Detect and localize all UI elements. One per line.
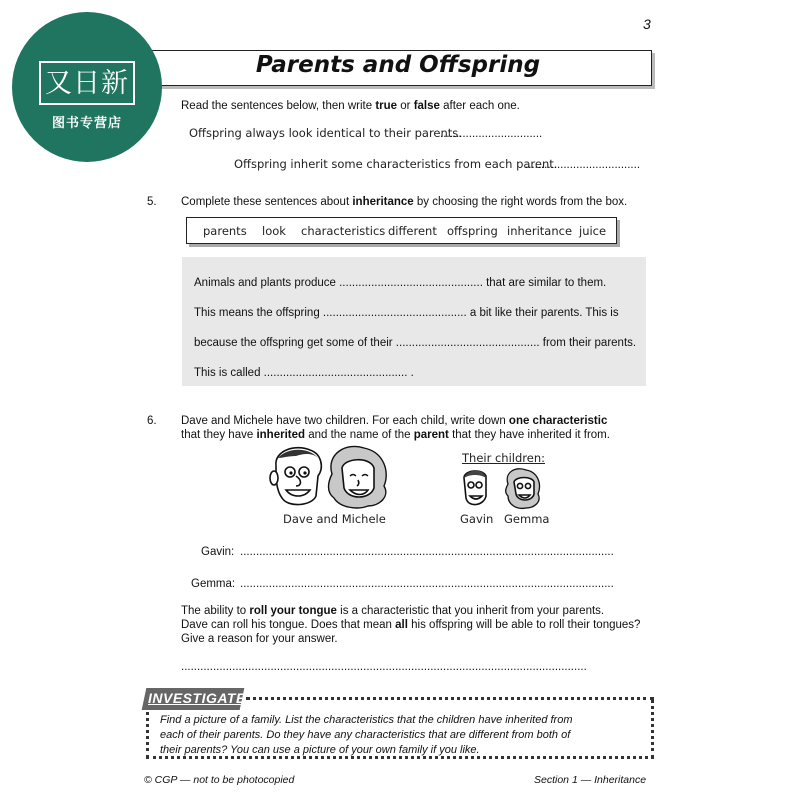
q5-instruction: Complete these sentences about inheritance by choosing the right words from the box. [181, 196, 628, 208]
investigate-line-1: Find a picture of a family. List the characteristics that the children have inherited from [160, 714, 573, 726]
q5-sentence-1[interactable]: Animals and plants produce ............................................. that are similar to them. [194, 277, 607, 289]
tongue-line-3: Give a reason for your answer. [181, 633, 338, 645]
word-different: different [388, 224, 437, 238]
tongue-line-1: The ability to roll your tongue is a characteristic that you inherit from your parents. [181, 605, 605, 617]
tongue-answer[interactable]: ............................................................................................................................... [181, 661, 587, 673]
footer-copyright: © CGP — not to be photocopied [144, 774, 295, 786]
child-name-gemma: Gemma [504, 512, 550, 526]
word-offspring: offspring [447, 224, 498, 238]
store-badge [12, 12, 162, 162]
badge-title: 又日新 [45, 68, 129, 99]
word-characteristics: characteristics [301, 224, 386, 238]
children-heading: Their children: [462, 451, 545, 465]
dave-face [270, 448, 321, 505]
q6-number: 6. [147, 415, 157, 427]
investigate-line-3: their parents? You can use a picture of your own family if you like. [160, 744, 480, 756]
page-title: Parents and Offspring [255, 52, 541, 78]
q5-sentence-2[interactable]: This means the offspring ............................................. a bit like their parents. This is [194, 307, 619, 319]
gavin-answer[interactable]: ..................................................................................................................... [240, 546, 614, 558]
word-look: look [262, 224, 286, 238]
gavin-face [464, 471, 486, 505]
gemma-answer[interactable]: ..................................................................................................................... [240, 578, 614, 590]
gemma-face [506, 469, 540, 509]
q6-line-1: Dave and Michele have two children. For each child, write down one characteristic [181, 415, 608, 427]
investigate-line-2: each of their parents. Do they have any characteristics that are different from both of [160, 729, 571, 741]
word-box [186, 217, 617, 244]
gavin-label: Gavin: [201, 546, 235, 558]
statement-1-blank[interactable]: ................................ [440, 128, 543, 140]
q5-sentence-4[interactable]: This is called ............................................. . [194, 367, 414, 379]
tongue-line-2: Dave can roll his tongue. Does that mean all his offspring will be able to roll their tongues? [181, 619, 641, 631]
page-number: 3 [643, 16, 651, 32]
q5-number: 5. [147, 196, 157, 208]
michele-face [329, 446, 387, 507]
statement-1: Offspring always look identical to their parents. [189, 126, 462, 140]
parents-caption: Dave and Michele [283, 512, 386, 526]
word-juice: juice [579, 224, 607, 238]
gemma-label: Gemma: [191, 578, 236, 590]
investigate-label: INVESTIGATE [148, 690, 246, 706]
q5-sentence-3[interactable]: because the offspring get some of their ............................................. from their parents. [194, 337, 637, 349]
word-inheritance: inheritance [507, 224, 573, 238]
badge-subtitle: 图书专营店 [51, 116, 122, 131]
parents-illustration [268, 444, 392, 512]
word-parents: parents [203, 224, 247, 238]
statement-2: Offspring inherit some characteristics from each parent. [234, 157, 558, 171]
badge-frame [39, 61, 135, 105]
child-name-gavin: Gavin [460, 512, 494, 526]
statement-2-blank[interactable]: .................................... [525, 159, 641, 171]
footer-section: Section 1 — Inheritance [534, 774, 647, 786]
q6-line-2: that they have inherited and the name of the parent that they have inherited it from. [181, 429, 610, 441]
children-illustration [458, 468, 544, 510]
tf-instruction: Read the sentences below, then write true or false after each one. [181, 100, 520, 112]
